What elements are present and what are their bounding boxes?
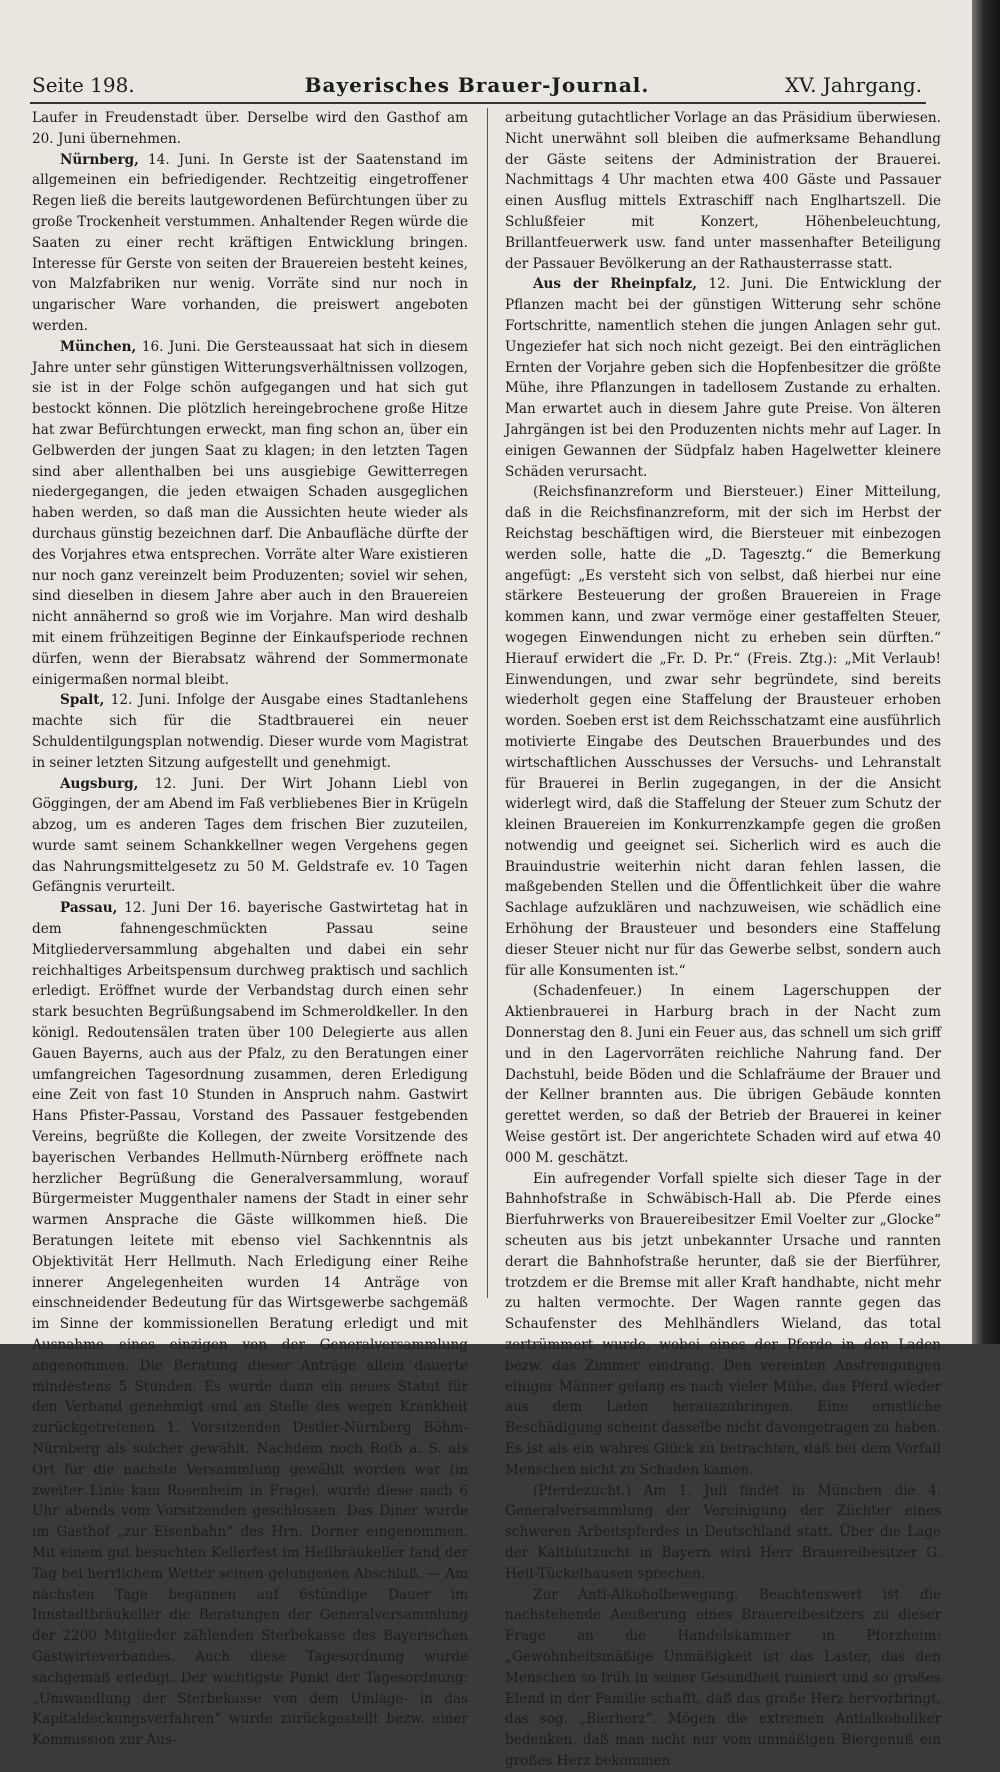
article-paragraph: München, 16. Juni. Die Gersteaussaat hat sich in diesem Jahre unter sehr günstigen Witterungsverhältnissen vollzogen, sie ist in der Folge schön aufgegangen und hat sich gut bestockt können. Die plötzlich hereingebrochene große Hitze hat zwar Befürchtungen erweckt, man fing schon an, über ein Gelbwerden der jungen Saat zu klagen; in den letzten Tagen sind aber allenthalben bei uns ausgiebige Gewitterregen niedergegangen, die jeden etwaigen Schaden ausgeglichen haben werden, so daß man die Aussichten heute wieder als durchaus günstig bezeichnen darf. Die Anbaufläche dürfte der des Vorjahres etwa entsprechen. Vorräte alter Ware existieren nur noch ganz vereinzelt beim Produzenten; soviel wir sehen, sind dieselben in diesem Jahre aber auch in den Brauereien nicht annähernd so groß wie im Vorjahre. Man wird deshalb mit einem frühzeitigen Beginne der Einkaufsperiode rechnen dürfen, wenn der Bierabsatz während der Sommermonate einigermaßen normal bleibt. <box>32 338 468 688</box>
page-header <box>32 70 922 100</box>
article-paragraph: Nürnberg, 14. Juni. In Gerste ist der Saatenstand im allgemeinen ein befriedigender. Rechtzeitig eingetroffener Regen ließ die bereits lautgewordenen Befürchtungen über zu große Trockenheit verstummen. Anhaltender Regen würde die Saaten zu einer recht kräftigen Entwicklung bringen. Interesse für Gerste von seiten der Brauereien besteht keines, von Malzfabriken nur wenig. Vorräte sind nur noch in ungarischer Ware vorhanden, die preiswert angeboten werden. <box>32 151 469 334</box>
article-paragraph: arbeitung gutachtlicher Vorlage an das Präsidium überwiesen. Nicht unerwähnt soll bleiben die aufmerksame Behandlung der Gäste seitens der Administration der Brauerei. Nachmittags 4 Uhr machten etwa 400 Gäste und Passauer einen Ausflug mittels Extraschiff nach Englhartszell. Die Schlußfeier mit Konzert, Höhenbeleuchtung, Brillantfeuerwerk usw. fand unter massenhafter Beteiligung der Passauer Bevölkerung an der Rathausterrasse statt. <box>505 110 941 272</box>
right-column <box>505 108 941 1769</box>
article-paragraph: Zur Anti-Alkoholbewegung. Beachtenswert ist die nachstehende Aeußerung eines Brauereibesitzers zu dieser Frage an die Handelskammer in Pforzheim: „Gewohnheitsmäßige Unmäßigkeit ist das Laster, das den Menschen so früh in seiner Gesundheit ruiniert und so großes Elend in der Familie schafft, daß das große Herz hervorbringt, das sog. „Bierherz“. Mögen die extremen Antialkoholiker bedenken, daß man nicht nur vom unmäßigen Biergenuß ein großes Herz bekommen <box>505 1586 941 1769</box>
article-paragraph: Spalt, 12. Juni. Infolge der Ausgabe eines Stadtanlehens machte sich für die Stadtbrauerei ein neuer Schuldentilgungsplan notwendig. Dieser wurde vom Magistrat in seiner letzten Sitzung aufgestellt und genehmigt. <box>32 692 468 771</box>
article-paragraph: Ein aufregender Vorfall spielte sich dieser Tage in der Bahnhofstraße in Schwäbisch-Hall ab. Die Pferde eines Bierfuhrwerks von Brauereibesitzer Emil Voelter zur „Glocke“ scheuten aus bis jetzt unbekannter Ursache und rannten derart die Bahnhofstraße herunter, daß sie der Bierführer, trotzdem er die Bremse mit aller Kraft handhabte, nicht mehr zu halten vermochte. Der Wagen rannte gegen das Schaufenster des Mehlhändlers Wieland, das total zertrümmert wurde, wobei eines der Pferde in den Laden bezw. das Zimmer eindrang. Den vereinten Anstrengungen einiger Männer gelang es nach vieler Mühe, das Pferd wieder aus dem Laden herauszubringen. Eine ernstliche Beschädigung scheint dasselbe nicht davongetragen zu haben. Es ist als ein wahres Glück zu betrachten, daß bei dem Vorfall Menschen nicht zu Schaden kamen. <box>505 1170 941 1478</box>
article-paragraph: (Schadenfeuer.) In einem Lagerschuppen der Aktienbrauerei in Harburg brach in der Nacht zum Donnerstag den 8. Juni ein Feuer aus, das schnell um sich griff und in den Lagervorräten reichliche Nahrung fand. Der Dachstuhl, beide Böden und die Schlafräume der Brauer und der Kellner brannten aus. Die übrigen Gebäude konnten gerettet werden, so daß der Betrieb der Brauerei in keiner Weise gestört ist. Der angerichtete Schaden wird auf etwa 40 000 M. geschätzt. <box>505 983 941 1166</box>
column-divider <box>487 108 488 1298</box>
article-paragraph: (Pferdezucht.) Am 1. Juli findet in München die 4. Generalversammlung der Vereinigung der Züchter eines schweren Arbeitspferdes in Deutschland statt. Über die Lage der Kaltblutzucht in Bayern wird Herr Brauereibesitzer G. Heil-Tückelhausen sprechen. <box>505 1482 941 1582</box>
page-number: Seite 198. <box>32 73 135 97</box>
book-spine-shadow <box>972 0 1000 1344</box>
article-paragraph: Laufer in Freudenstadt über. Derselbe wird den Gasthof am 20. Juni übernehmen. <box>32 110 468 147</box>
article-paragraph: Aus der Rheinpfalz, 12. Juni. Die Entwicklung der Pflanzen macht bei der günstigen Witterung sehr schöne Fortschritte, namentlich stehen die jungen Anlagen sehr gut. Ungeziefer hat sich noch nicht gezeigt. Bei den einträglichen Ernten der Vorjahre geben sich die Hopfenbesitzer die größte Mühe, ihre Pflanzungen in tadellosem Zustande zu erhalten. Man erwartet auch in diesem Jahre gute Preise. Von älteren Jahrgängen ist bei den Produzenten nichts mehr auf Lager. In einigen Gewannen der Südpfalz haben Hagelwetter kleinere Schäden verursacht. <box>505 276 941 480</box>
left-column <box>32 108 469 1749</box>
journal-title: Bayerisches Brauer-Journal. <box>304 73 650 97</box>
article-paragraph: Passau, 12. Juni Der 16. bayerische Gastwirtetag hat in dem fahnengeschmückten Passau seine Mitgliederversammlung abgehalten und dabei ein sehr reichhaltiges Arbeitspensum durchweg praktisch und sachlich erledigt. Eröffnet wurde der Verbandstag durch einen sehr stark besuchten Begrüßungsabend im Schmeroldkeller. In den königl. Redoutensälen traten über 100 Delegierte aus allen Gauen Bayerns, auch aus der Pfalz, zu den Beratungen einer umfangreichen Tagesordnung zusammen, deren Erledigung eine Zeit von fast 10 Stunden in Anspruch nahm. Gastwirt Hans Pfister-Passau, Vorstand des Passauer festgebenden Vereins, begrüßte die Kollegen, der zweite Vorsitzende des bayerischen Verbandes Hellmuth-Nürnberg eröffnete nach herzlicher Begrüßung die Generalversammlung, worauf Bürgermeister Muggenthaler namens der Stadt in einer sehr warmen Ansprache die Gäste willkommen hieß. Die Beratungen leitete mit ebenso viel Sachkenntnis als Objektivität Herr Hellmuth. Nach Erledigung einer Reihe innerer Angelegenheiten wurden 14 Anträge von einschneidender Bedeutung für das Wirtsgewerbe sachgemäß im Sinne der kommissionellen Beratung erledigt und mit Ausnahme eines einzigen von der Generalversammlung angenommen. Die Beratung dieser Anträge allein dauerte mindestens 5 Stunden. Es wurde dann ein neues Statut für den Verband genehmigt und an Stelle des wegen Krankheit zurückgetretenen 1. Vorsitzenden Distler-Nürnberg Böhm-Nürnberg als solcher gewählt. Nachdem noch Roth a. S. als Ort für die nächste Versammlung gewählt worden war (in zweiter Linie kam Rosenheim in Frage), wurde diese nach 6 Uhr abends vom Vorsitzenden geschlossen. Das Diner wurde im Gasthof „zur Eisenbahn“ des Hrn. Dorner eingenommen. Mit einem gut besuchten Kellerfest im Hellbräukeller fand der Tag bei herrlichem Wetter seinen gelungenen Abschluß. — Am nächsten Tage begannen auf 6stündige Dauer im Innstadtbräukeller die Beratungen der Generalversammlung der 2200 Mitglieder zählenden Sterbekasse des Bayerischen Gastwirteverbandes. Auch diese Tagesordnung wurde sachgemäß erledigt. Der wichtigste Punkt der Tagesordnung: „Umwandlung der Sterbekasse von dem Umlage- in das Kapitaldeckungsverfahren“ wurde zurückgestellt bezw. einer Kommission zur Aus- <box>32 900 468 1749</box>
header-rule <box>30 102 926 104</box>
article-paragraph: (Reichsfinanzreform und Biersteuer.) Einer Mitteilung, daß in die Reichsfinanzreform, mit der sich im Herbst der Reichstag beschäftigen wird, die Biersteuer mit einbezogen werden solle, hatte die „D. Tagesztg.“ die Bemerkung angefügt: „Es versteht sich von selbst, daß hierbei nur eine stärkere Besteuerung der großen Brauereien in Frage kommen kann, und zwar vermöge einer gestaffelten Steuer, wogegen Einwendungen nicht zu erheben sein dürften.“ Hierauf erwidert die „Fr. D. Pr.“ (Freis. Ztg.): „Mit Verlaub! Einwendungen, und zwar sehr begründete, sind bereits wiederholt gegen eine Staffelung der Brausteuer erhoben worden. Soeben erst ist dem Reichsschatzamt eine ausführlich motivierte Eingabe des Deutschen Brauerbundes und des wirtschaftlichen Ausschusses der Versuchs- und Lehranstalt für Brauerei in Berlin zugegangen, in der die Ansicht widerlegt wird, daß die Staffelung der Steuer zum Schutz der kleinen Brauereien im Konkurrenzkampfe gegen die großen notwendig und geeignet sei. Sicherlich wird es auch die Brauindustrie weiterhin nicht daran fehlen lassen, die maßgebenden Stellen und die Öffentlichkeit über die wahre Sachlage aufzuklären und nachzuweisen, wie schädlich eine Erhöhung der Brausteuer und besonders eine Staffelung dieser Steuer nicht nur für das Gewerbe selbst, sondern auch für alle Konsumenten ist.“ <box>505 484 941 979</box>
article-paragraph: Augsburg, 12. Juni. Der Wirt Johann Liebl von Göggingen, der am Abend im Faß verbliebenes Bier in Krügeln abzog, um es anderen Tages dem frischen Bier zuzuteilen, wurde samt seinem Schankkellner wegen Vergehens gegen das Nahrungsmittelgesetz zu 50 M. Geldstrafe ev. 10 Tagen Gefängnis verurteilt. <box>32 775 469 896</box>
volume-label: XV. Jahrgang. <box>784 73 922 97</box>
